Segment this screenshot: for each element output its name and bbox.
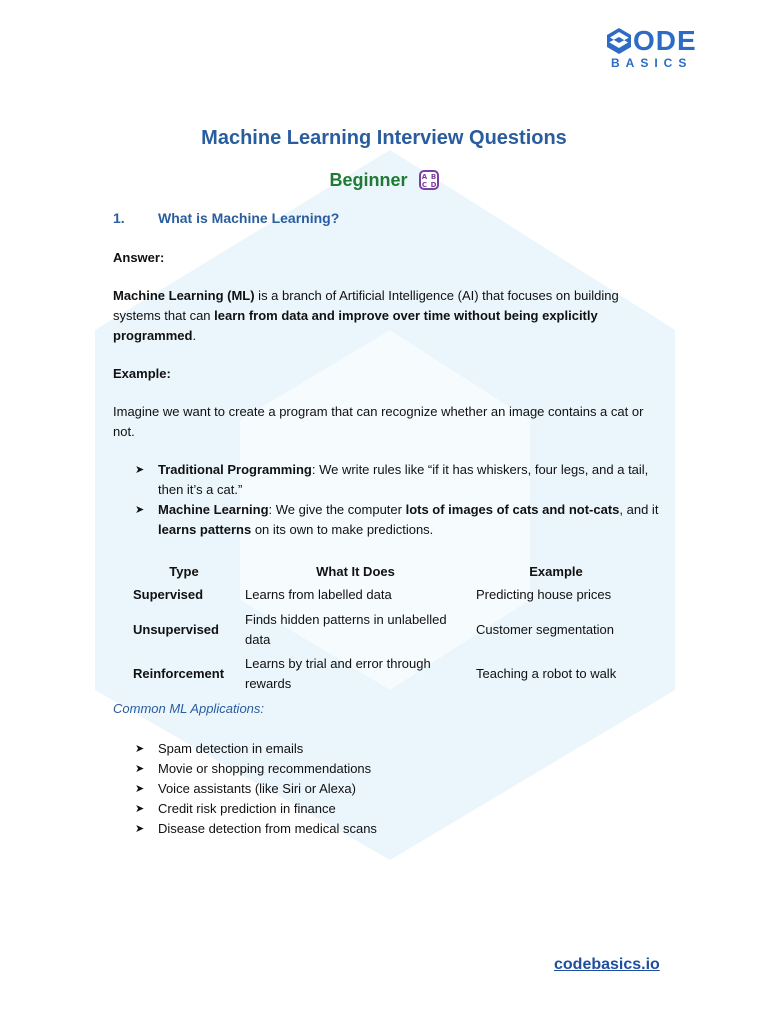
level-heading [0, 170, 768, 191]
list-item: ➤ Credit risk prediction in finance [135, 799, 377, 819]
question-text: What is Machine Learning? [158, 210, 340, 226]
table-header: Type [169, 563, 199, 579]
arrow-bullet-icon: ➤ [135, 823, 145, 835]
list-item: ➤ Disease detection from medical scans [135, 819, 377, 839]
list-item: ➤ Machine Learning: We give the computer lots of images of cats and not-cats, and it learns patterns on its own to make predictions. [135, 502, 659, 537]
arrow-bullet-icon: ➤ [135, 783, 145, 795]
question-number: 1. [113, 210, 125, 226]
arrow-bullet-icon: ➤ [135, 763, 145, 775]
table-cell-example: Teaching a robot to walk [476, 666, 617, 681]
svg-text:A: A [421, 173, 427, 181]
arrow-bullet-icon: ➤ [135, 504, 145, 516]
definition-emphasis: learn from data and improve over time without being explicitly programmed [113, 308, 598, 343]
arrow-bullet-icon: ➤ [135, 803, 145, 815]
example-label: Example: [113, 366, 171, 381]
list-item: ➤ Voice assistants (like Siri or Alexa) [135, 779, 377, 799]
definition-term: Machine Learning (ML) [113, 288, 255, 303]
svg-text:D: D [430, 181, 436, 189]
list-item: ➤ Traditional Programming: We write rules like “if it has whiskers, four legs, and a tail, then it’s a cat.” [135, 462, 649, 497]
table-row [128, 608, 641, 652]
table-row [128, 582, 641, 608]
ml-types-table [128, 560, 641, 696]
logo-wordmark: ODE [633, 25, 697, 56]
list-item: ➤ Spam detection in emails [135, 739, 377, 759]
table-cell-example: Predicting house prices [476, 587, 612, 602]
arrow-bullet-icon: ➤ [135, 464, 145, 476]
table-cell-type: Unsupervised [133, 622, 219, 637]
table-cell-type: Reinforcement [133, 666, 225, 681]
page-title: Machine Learning Interview Questions [201, 127, 567, 149]
table-row [128, 652, 641, 696]
cube-icon [606, 27, 632, 55]
table-cell-does: Learns by trial and error through rewards [245, 656, 431, 691]
table-header-row [128, 560, 641, 582]
table-cell-does: Finds hidden patterns in unlabelled data [245, 612, 447, 647]
applications-heading: Common ML Applications: [113, 701, 265, 716]
arrow-bullet-icon: ➤ [135, 743, 145, 755]
list-item: ➤ Movie or shopping recommendations [135, 759, 377, 779]
codebasics-logo [606, 26, 706, 72]
answer-label: Answer: [113, 250, 165, 265]
svg-text:C: C [421, 181, 427, 189]
table-cell-example: Customer segmentation [476, 622, 615, 637]
abcd-blocks-icon [419, 170, 439, 190]
definition-paragraph: Machine Learning (ML) is a branch of Artificial Intelligence (AI) that focuses on building systems that can learn from data and improve over time without being explicitly programmed. [113, 288, 619, 343]
example-paragraph: Imagine we want to create a program that can recognize whether an image contains a cat or not. [113, 404, 644, 439]
logo-subtitle: BASICS [611, 56, 693, 70]
table-cell-type: Supervised [133, 587, 204, 602]
comparison-list [135, 460, 670, 540]
table-cell-does: Learns from labelled data [245, 587, 392, 602]
codebasics-link[interactable]: codebasics.io [554, 956, 660, 973]
level-label: Beginner [329, 170, 408, 190]
svg-text:B: B [430, 173, 436, 181]
table-header: Example [529, 563, 583, 579]
applications-list [135, 739, 377, 839]
table-header: What It Does [316, 563, 395, 579]
